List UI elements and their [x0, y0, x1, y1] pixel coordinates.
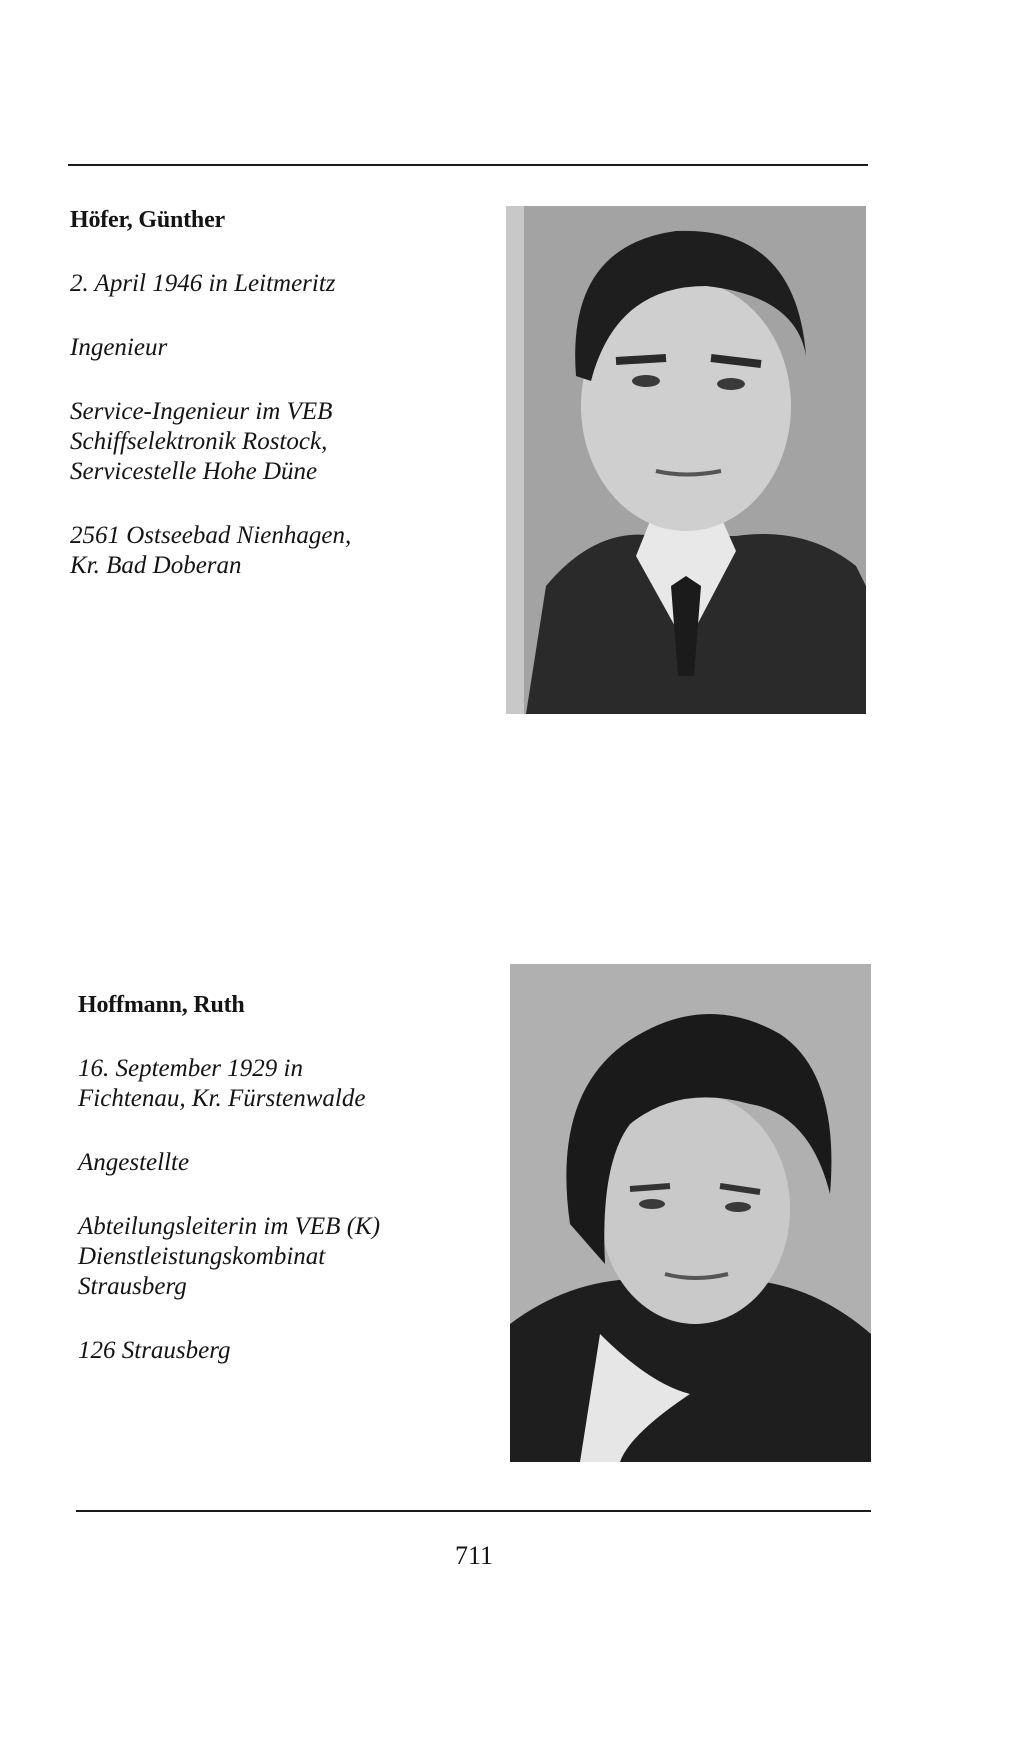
- birth-line: 16. September 1929 in: [78, 1055, 303, 1082]
- portrait-man-image: [506, 206, 866, 714]
- profession: Ingenieur: [70, 334, 168, 361]
- position-line: Dienstleistungskombinat: [78, 1243, 326, 1270]
- entry-hoefer: [70, 205, 490, 581]
- birth-line: Fichtenau, Kr. Fürstenwalde: [78, 1085, 366, 1112]
- address-line: Kr. Bad Doberan: [70, 552, 242, 579]
- portrait-photo-hoefer: [506, 206, 866, 714]
- position-line: Schiffselektronik Rostock,: [70, 428, 328, 455]
- position-line: Service-Ingenieur im VEB: [70, 398, 333, 425]
- portrait-photo-hoffmann: [510, 964, 871, 1462]
- page-number: 711: [454, 1541, 494, 1570]
- position-line: Servicestelle Hohe Düne: [70, 458, 318, 485]
- person-name: Hoffmann, Ruth: [78, 992, 245, 1018]
- entry-hoffmann: [78, 990, 498, 1366]
- bottom-rule: [76, 1510, 871, 1512]
- address-line: 2561 Ostseebad Nienhagen,: [70, 522, 352, 549]
- person-name: Höfer, Günther: [70, 207, 225, 233]
- portrait-woman-image: [510, 964, 871, 1462]
- top-rule: [68, 164, 868, 166]
- address-line: 126 Strausberg: [78, 1337, 231, 1364]
- birth-line: 2. April 1946 in Leitmeritz: [70, 270, 336, 297]
- position-line: Strausberg: [78, 1273, 187, 1300]
- profession: Angestellte: [78, 1149, 190, 1176]
- position-line: Abteilungsleiterin im VEB (K): [78, 1213, 381, 1240]
